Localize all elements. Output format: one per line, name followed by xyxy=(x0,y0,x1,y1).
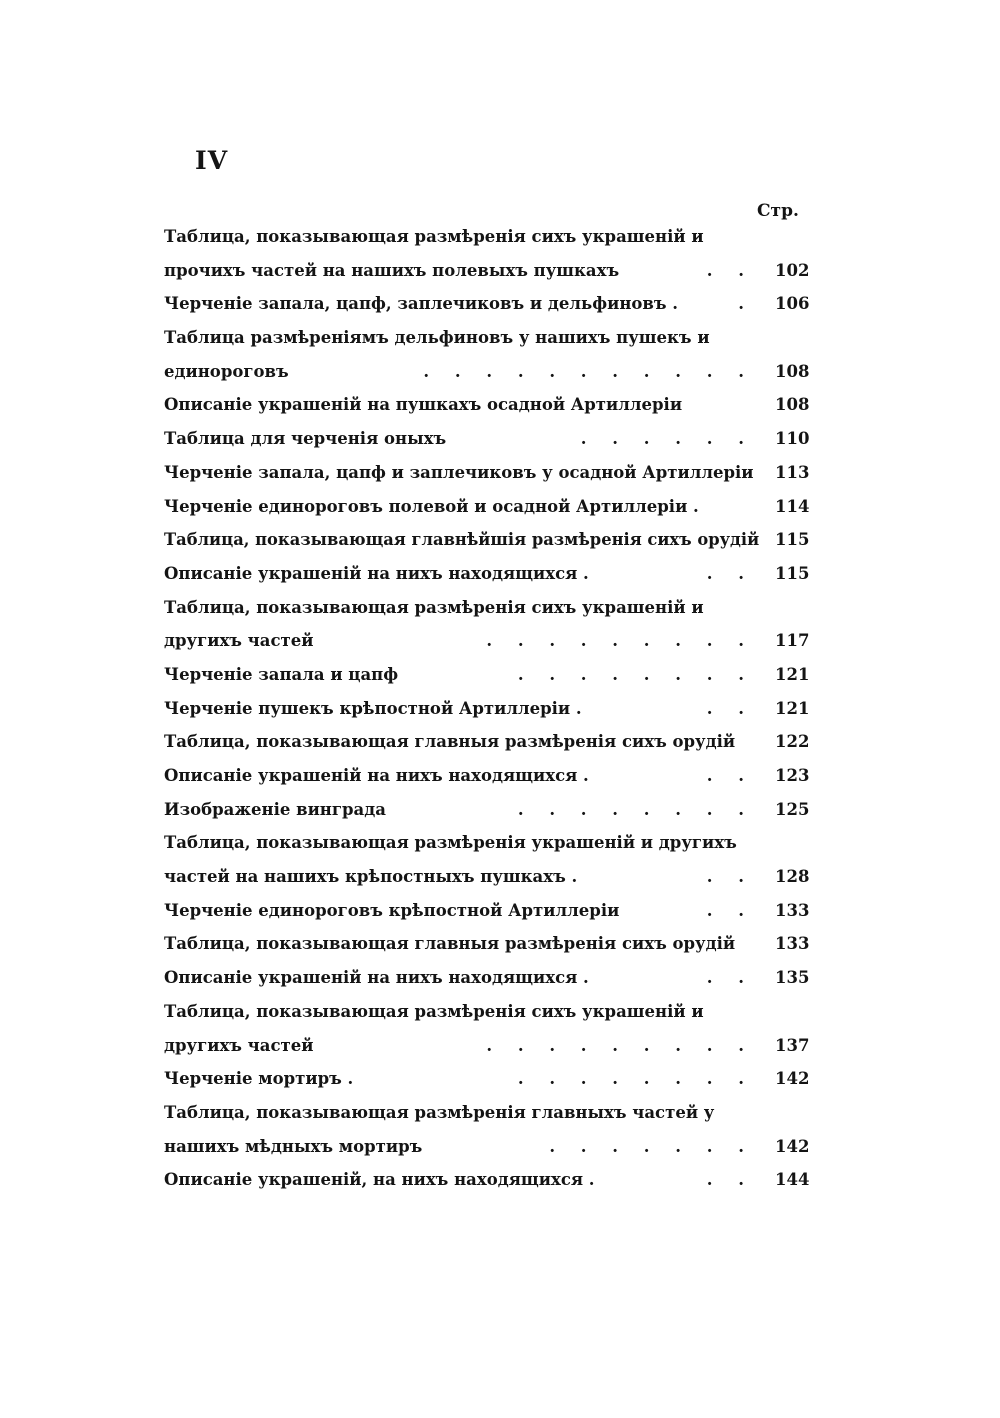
toc-entry-line xyxy=(164,523,814,557)
toc-entry-line xyxy=(164,995,814,1029)
toc-entry-line xyxy=(164,456,814,490)
toc-entry-text: Таблица размѣреніямъ дельфиновъ у нашихъ пушекъ и xyxy=(164,328,710,348)
toc-dot-leader: . . . . . . xyxy=(580,429,754,449)
toc-dot-leader: . . xyxy=(706,260,754,280)
toc-entry-text: другихъ частей xyxy=(164,1035,314,1055)
toc-entry-page: 113 xyxy=(775,462,810,482)
toc-entry-text: Таблица, показывающая главныя размѣренія сихъ орудій xyxy=(164,732,736,752)
toc-entry-text: Таблица, показывающая размѣренія украшеній и другихъ xyxy=(164,833,737,853)
toc-dot-leader: . . . . . . . . xyxy=(517,664,754,684)
toc-entry-line xyxy=(164,624,814,658)
table-of-contents xyxy=(164,220,814,1197)
toc-entry-text: Таблица, показывающая размѣренія сихъ украшеній и xyxy=(164,227,704,246)
toc-entry-page: 117 xyxy=(775,631,810,651)
toc-dot-leader: . . . . . . . . . xyxy=(486,631,754,651)
toc-entry-line xyxy=(164,759,814,793)
toc-entry-line xyxy=(164,591,814,625)
toc-entry-text: Описаніе украшеній на нихъ находящихся . xyxy=(164,968,589,988)
toc-dot-leader: . xyxy=(738,294,754,314)
toc-entry-page: 144 xyxy=(775,1170,810,1190)
toc-entry-line xyxy=(164,1029,814,1063)
toc-entry-line xyxy=(164,860,814,894)
toc-entry-text: Описаніе украшеній на нихъ находящихся . xyxy=(164,766,589,785)
toc-entry-page: 133 xyxy=(775,934,810,954)
toc-dot-leader: . . . . . . . . . . . xyxy=(423,361,754,381)
toc-entry-text: Таблица, показывающая размѣренія сихъ украшеній и xyxy=(164,1001,704,1021)
toc-entry-page: 128 xyxy=(775,867,810,887)
toc-entry-line xyxy=(164,826,814,860)
toc-entry-page: 114 xyxy=(775,496,810,516)
toc-entry-line xyxy=(164,321,814,355)
toc-entry-page: 115 xyxy=(775,563,810,583)
toc-entry-text: Изображеніе винграда xyxy=(164,799,386,819)
toc-entry-line xyxy=(164,894,814,928)
toc-entry-line xyxy=(164,557,814,591)
toc-entry-line xyxy=(164,355,814,389)
toc-entry-line xyxy=(164,793,814,827)
toc-entry-text: Черченіе мортиръ . xyxy=(164,1069,354,1089)
toc-dot-leader: . . xyxy=(706,900,754,920)
toc-entry-page: 133 xyxy=(775,900,810,920)
toc-entry-line xyxy=(164,287,814,321)
toc-entry-page: 135 xyxy=(775,968,810,988)
toc-entry-text: Таблица, показывающая главнѣйшія размѣренія сихъ орудій xyxy=(164,530,760,550)
toc-entry-text: Черченіе пушекъ крѣпостной Артиллеріи . xyxy=(164,698,582,718)
toc-entry-page: 142 xyxy=(775,1069,810,1089)
toc-entry-page: 110 xyxy=(775,429,810,449)
toc-entry-line xyxy=(164,254,814,288)
toc-entry-page: 106 xyxy=(775,294,810,314)
toc-entry-page: 115 xyxy=(775,530,810,550)
toc-entry-page: 122 xyxy=(775,732,810,752)
toc-entry-text: Черченіе единороговъ полевой и осадной Артиллеріи . xyxy=(164,496,699,516)
toc-entry-text: нашихъ мѣдныхъ мортиръ xyxy=(164,1136,423,1156)
toc-entry-text: прочихъ частей на нашихъ полевыхъ пушкахъ xyxy=(164,260,620,280)
toc-entry-line xyxy=(164,490,814,524)
toc-dot-leader: . . . . . . . . . xyxy=(486,1035,754,1055)
toc-entry-line xyxy=(164,388,814,422)
toc-dot-leader: . . xyxy=(706,766,754,785)
toc-entry-line xyxy=(164,220,814,254)
toc-entry-line xyxy=(164,1062,814,1096)
toc-dot-leader: . . . . . . . . xyxy=(517,1069,754,1089)
toc-entry-page: 108 xyxy=(775,361,810,381)
toc-dot-leader: . . xyxy=(706,1170,754,1190)
toc-entry-text: Черченіе запала, цапф и заплечиковъ у осадной Артиллеріи xyxy=(164,462,754,482)
toc-entry-text: Черченіе единороговъ крѣпостной Артиллеріи xyxy=(164,900,620,920)
toc-entry-page: 102 xyxy=(775,260,810,280)
page-column-header: Стр. xyxy=(757,201,799,221)
toc-entry-page: 142 xyxy=(775,1136,810,1156)
toc-entry-text: Черченіе запала, цапф, заплечиковъ и дельфиновъ . xyxy=(164,294,679,314)
toc-entry-page: 121 xyxy=(775,664,810,684)
toc-entry-line xyxy=(164,1130,814,1164)
toc-entry-line xyxy=(164,1163,814,1197)
toc-entry-text: Черченіе запала и цапф xyxy=(164,664,399,684)
toc-entry-page: 123 xyxy=(775,766,810,785)
toc-entry-page: 108 xyxy=(775,395,810,415)
toc-entry-line xyxy=(164,658,814,692)
toc-entry-text: Таблица, показывающая главныя размѣренія сихъ орудій xyxy=(164,934,736,954)
toc-entry-text: Таблица для черченія оныхъ xyxy=(164,429,447,449)
toc-entry-text: частей на нашихъ крѣпостныхъ пушкахъ . xyxy=(164,867,578,887)
toc-entry-line xyxy=(164,1096,814,1130)
toc-entry-text: Описаніе украшеній на пушкахъ осадной Артиллеріи xyxy=(164,395,683,415)
toc-entry-text: Таблица, показывающая размѣренія главныхъ частей у xyxy=(164,1102,715,1122)
toc-entry-line xyxy=(164,961,814,995)
toc-entry-page: 137 xyxy=(775,1035,810,1055)
toc-entry-text: Описаніе украшеній на нихъ находящихся . xyxy=(164,563,589,583)
toc-entry-text: Описаніе украшеній, на нихъ находящихся . xyxy=(164,1170,595,1190)
toc-dot-leader: . . xyxy=(706,563,754,583)
page-number: IV xyxy=(195,146,229,175)
toc-entry-text: Таблица, показывающая размѣренія сихъ украшеній и xyxy=(164,597,704,617)
toc-entry-text: другихъ частей xyxy=(164,631,314,651)
toc-entry-page: 121 xyxy=(775,698,810,718)
toc-entry-line xyxy=(164,422,814,456)
toc-dot-leader: . . xyxy=(706,968,754,988)
toc-entry-line xyxy=(164,927,814,961)
toc-entry-text: единороговъ xyxy=(164,361,289,381)
toc-dot-leader: . . . . . . . xyxy=(549,1136,754,1156)
toc-entry-line xyxy=(164,725,814,759)
toc-entry-page: 125 xyxy=(775,799,810,819)
toc-entry-line xyxy=(164,692,814,726)
toc-dot-leader: . . xyxy=(706,867,754,887)
toc-dot-leader: . . xyxy=(706,698,754,718)
toc-dot-leader: . . . . . . . . xyxy=(517,799,754,819)
